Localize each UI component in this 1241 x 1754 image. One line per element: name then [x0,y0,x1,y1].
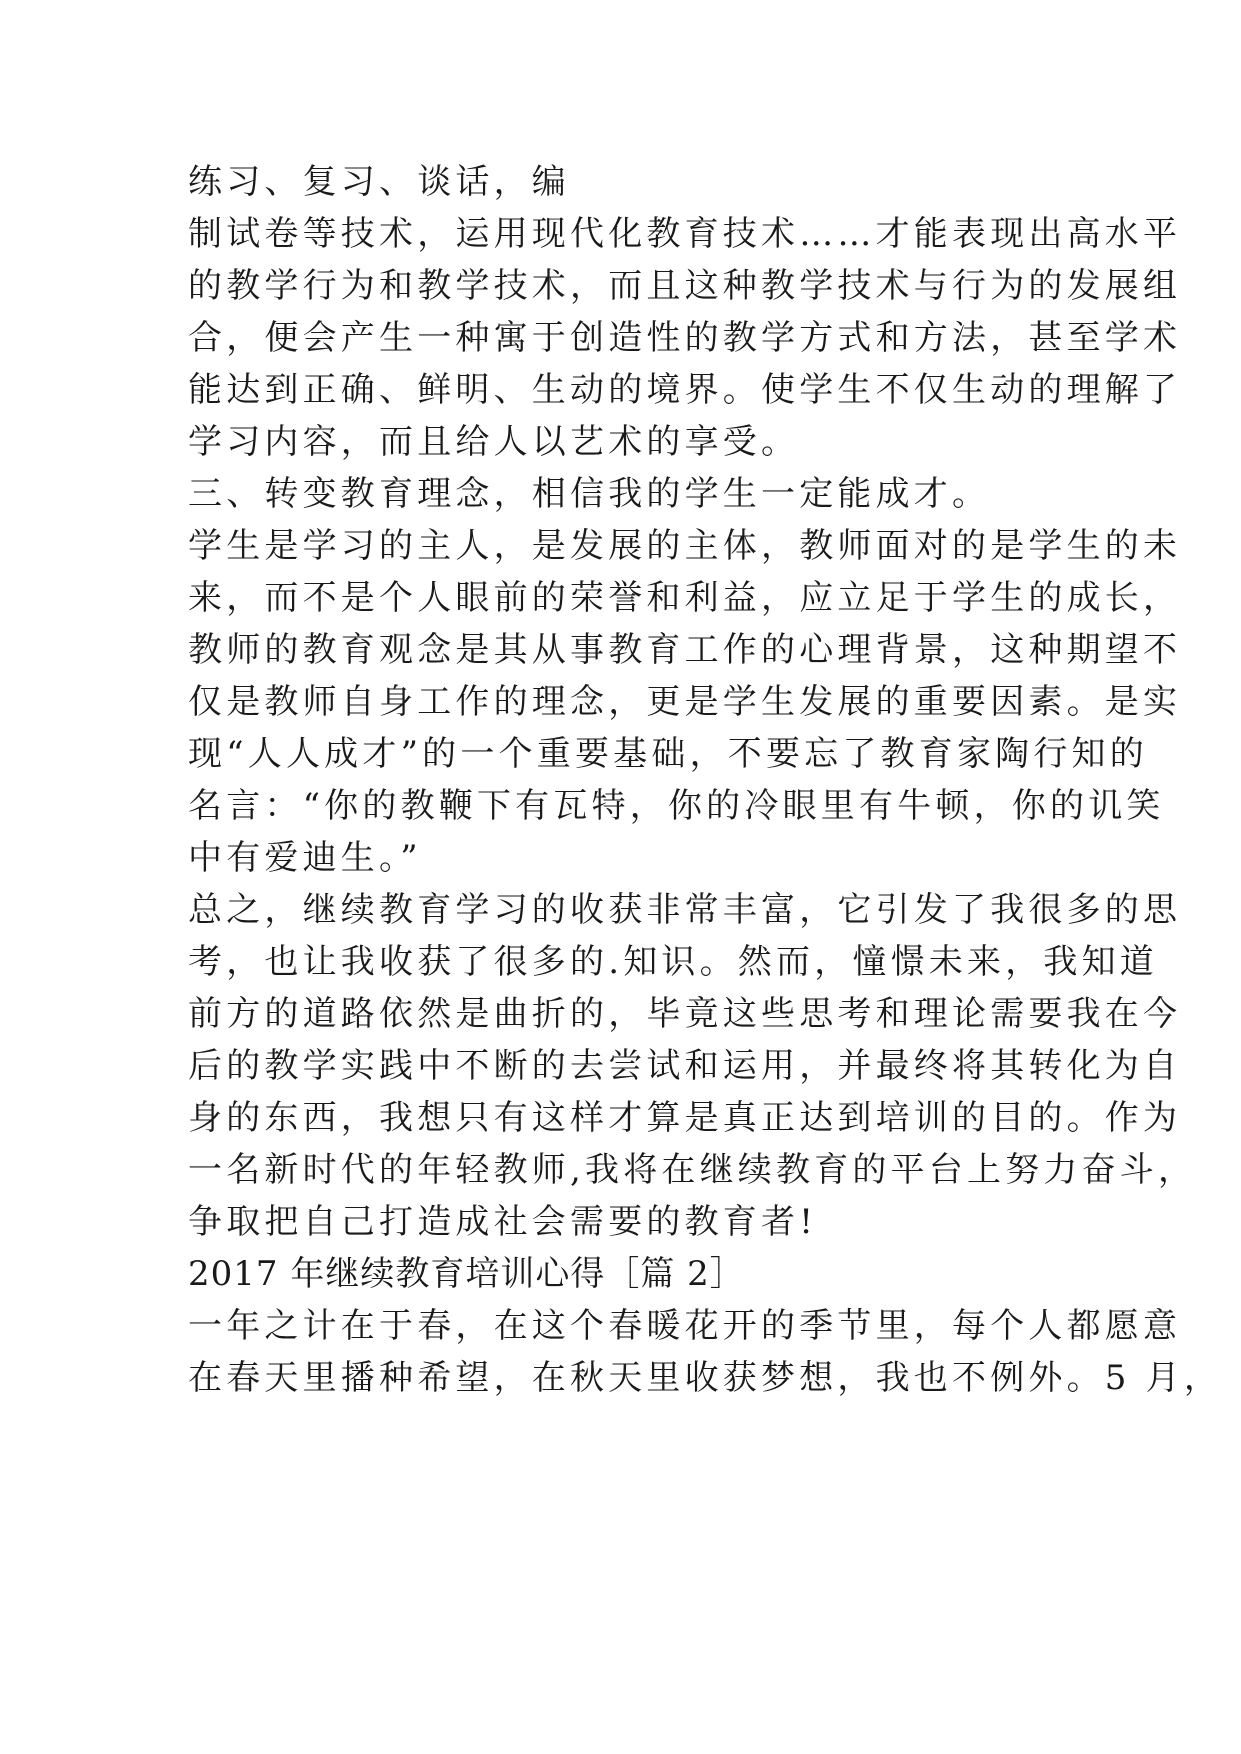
text-line: 一年之计在于春，在这个春暖花开的季节里，每个人都愿意 [188,1306,1182,1346]
text-line: 名言：“你的教鞭下有瓦特，你的冷眼里有牛顿，你的讥笑 [188,786,1165,826]
text-line: 教师的教育观念是其从事教育工作的心理背景，这种期望不 [188,630,1182,670]
text-line: 身的东西，我想只有这样才算是真正达到培训的目的。作为 [188,1098,1182,1138]
document-body [188,156,1223,1404]
text-line: 一名新时代的年轻教师,我将在继续教育的平台上努力奋斗， [188,1150,1197,1190]
text-line: 练习、复习、谈话，编 [188,162,570,202]
text-line: 制试卷等技术，运用现代化教育技术……才能表现出高水平 [188,214,1182,254]
text-line: 在春天里播种希望，在秋天里收获梦想，我也不例外。5 月， [188,1358,1223,1398]
text-line: 的教学行为和教学技术，而且这种教学技术与行为的发展组 [188,266,1182,306]
text-line: 争取把自己打造成社会需要的教育者! [188,1202,818,1242]
text-line: 学习内容，而且给人以艺术的享受。 [188,422,800,462]
text-line: 来，而不是个人眼前的荣誉和利益，应立足于学生的成长， [188,578,1182,618]
text-line: 学生是学习的主人，是发展的主体，教师面对的是学生的未 [188,526,1182,566]
text-line: 合，便会产生一种寓于创造性的教学方式和方法，甚至学术 [188,318,1182,358]
text-line: 前方的道路依然是曲折的，毕竟这些思考和理论需要我在今 [188,994,1182,1034]
text-line: 总之，继续教育学习的收获非常丰富，它引发了我很多的思 [188,890,1182,930]
text-line: 仅是教师自身工作的理念，更是学生发展的重要因素。是实 [188,682,1182,722]
text-line: 能达到正确、鲜明、生动的境界。使学生不仅生动的理解了 [188,370,1182,410]
text-line: 考，也让我收获了很多的.知识。然而，憧憬未来，我知道 [188,942,1159,982]
article-title: 2017 年继续教育培训心得［篇 2］ [188,1254,745,1294]
text-line: 现“人人成才”的一个重要基础，不要忘了教育家陶行知的 [188,734,1148,774]
text-line: 后的教学实践中不断的去尝试和运用，并最终将其转化为自 [188,1046,1182,1086]
section-heading: 三、转变教育理念，相信我的学生一定能成才。 [188,474,991,514]
text-line: 中有爱迪生。” [188,838,422,878]
